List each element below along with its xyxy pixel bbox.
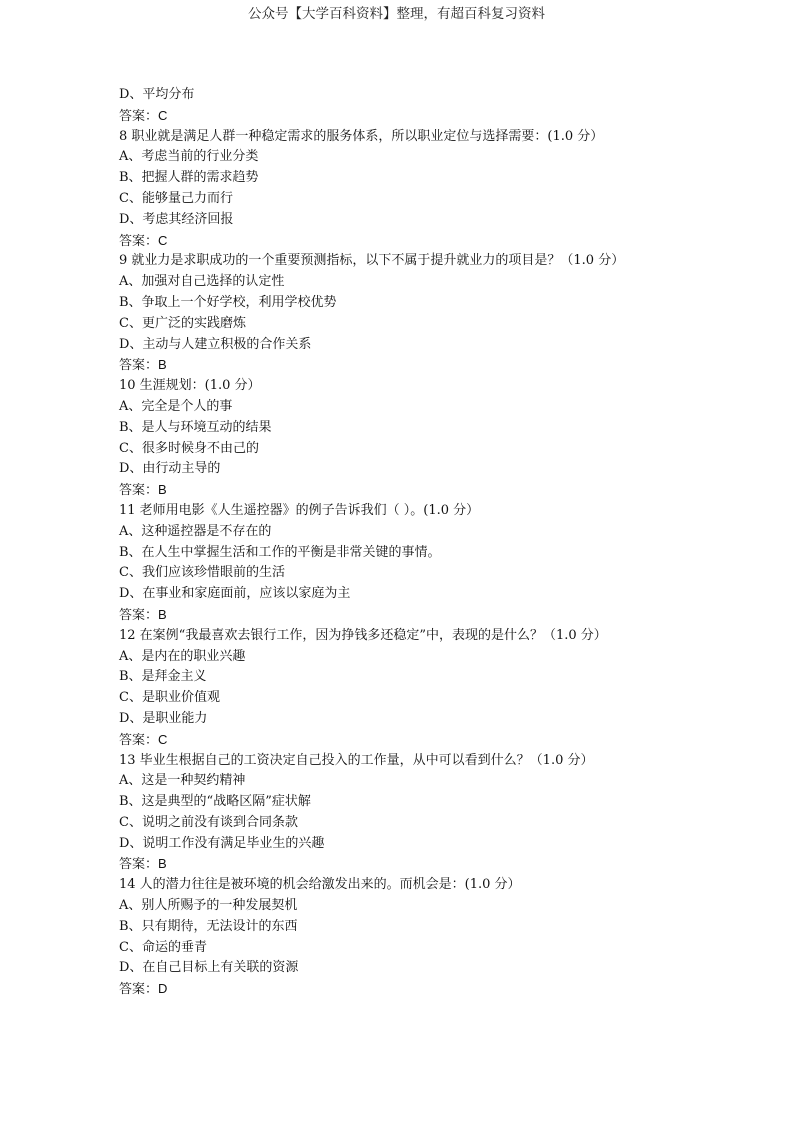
- answer-line: 答案：B: [119, 606, 167, 622]
- option-c: C、说明之前没有谈到合同条款: [119, 814, 298, 830]
- option-b: B、是拜金主义: [119, 669, 207, 685]
- page-header: 公众号【大学百科资料】整理，有超百科复习资料: [248, 6, 545, 22]
- option-b: B、争取上一个好学校，利用学校优势: [119, 294, 337, 310]
- option-c: C、能够量己力而行: [119, 190, 233, 206]
- option-a: A、是内在的职业兴趣: [119, 648, 246, 664]
- option-a: A、这是一种契约精神: [119, 773, 246, 789]
- answer-line: 答案：C: [119, 232, 168, 248]
- option-b: B、这是典型的“战略区隔”症状解: [119, 794, 311, 810]
- option-c: C、是职业价值观: [119, 690, 220, 706]
- option-d: D、平均分布: [119, 87, 195, 102]
- option-a: A、别人所赐予的一种发展契机: [119, 898, 298, 914]
- option-b: B、是人与环境互动的结果: [119, 419, 272, 435]
- option-b: B、在人生中掌握生活和工作的平衡是非常关键的事情。: [119, 544, 441, 560]
- option-c: C、很多时候身不由己的: [119, 440, 259, 456]
- option-b: B、把握人群的需求趋势: [119, 170, 259, 186]
- option-d: D、主动与人建立积极的合作关系: [119, 336, 312, 352]
- question-stem: 10 生涯规划：(1.0 分）: [119, 378, 261, 394]
- option-d: D、是职业能力: [119, 710, 208, 726]
- question-stem: 12 在案例“我最喜欢去银行工作，因为挣钱多还稳定”中，表现的是什么？（1.0 分）: [119, 627, 607, 643]
- option-a: A、这种遥控器是不存在的: [119, 523, 272, 539]
- option-d: D、在自己目标上有关联的资源: [119, 960, 299, 976]
- answer-line: 答案：C: [119, 107, 168, 123]
- option-d: D、考虑其经济回报: [119, 211, 234, 227]
- answer-line: 答案：B: [119, 856, 167, 872]
- question-list: [119, 85, 719, 1000]
- option-c: C、命运的垂青: [119, 939, 207, 955]
- answer-line: 答案：B: [119, 482, 167, 498]
- option-d: D、由行动主导的: [119, 461, 221, 477]
- question-stem: 14 人的潜力往往是被环境的机会给激发出来的。而机会是：(1.0 分）: [119, 877, 521, 893]
- option-c: C、更广泛的实践磨炼: [119, 315, 246, 331]
- option-a: A、加强对自己选择的认定性: [119, 274, 285, 290]
- question-stem: 8 职业就是满足人群一种稳定需求的服务体系，所以职业定位与选择需要：(1.0 分）: [119, 128, 604, 144]
- option-a: A、考虑当前的行业分类: [119, 149, 259, 165]
- answer-line: 答案：C: [119, 731, 168, 747]
- question-stem: 13 毕业生根据自己的工资决定自己投入的工作量，从中可以看到什么？（1.0 分）: [119, 752, 594, 768]
- option-d: D、说明工作没有满足毕业生的兴趣: [119, 835, 325, 851]
- option-c: C、我们应该珍惜眼前的生活: [119, 565, 285, 581]
- option-a: A、完全是个人的事: [119, 398, 233, 414]
- question-stem: 11 老师用电影《人生遥控器》的例子告诉我们（ ）。(1.0 分）: [119, 502, 480, 518]
- question-stem: 9 就业力是求职成功的一个重要预测指标，以下不属于提升就业力的项目是？（1.0 分）: [119, 253, 625, 269]
- option-b: B、只有期待，无法设计的东西: [119, 918, 298, 934]
- option-d: D、在事业和家庭面前，应该以家庭为主: [119, 586, 351, 602]
- answer-line: 答案：B: [119, 357, 167, 373]
- answer-line: 答案：D: [119, 981, 168, 997]
